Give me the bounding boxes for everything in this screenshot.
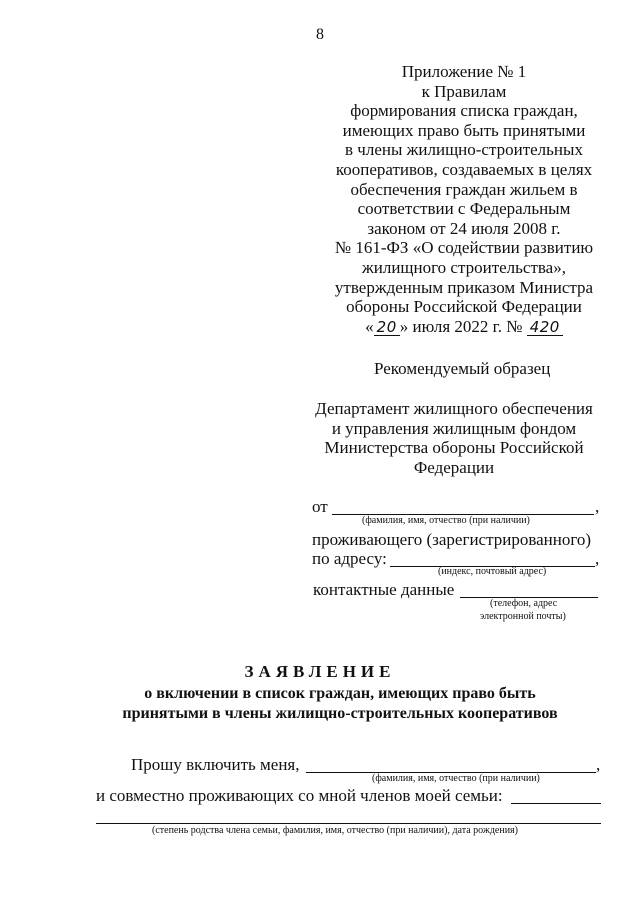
- page-number: 8: [316, 26, 324, 43]
- subtitle-line1: о включении в список граждан, имеющих право быть: [144, 685, 536, 702]
- appendix-line: Приложение № 1: [401, 62, 527, 81]
- department-line: Департамент жилищного обеспечения: [315, 399, 593, 418]
- address-hint: (индекс, почтовый адрес): [438, 566, 547, 577]
- statement-title: ЗАЯВЛЕНИЕ: [244, 662, 396, 681]
- appendix-line: жилищного строительства»,: [362, 257, 566, 277]
- appendix-line: к Правилам: [421, 81, 507, 101]
- request-label: Прошу включить меня,: [131, 755, 300, 774]
- appendix-date-line: [322, 317, 606, 337]
- contacts-label: контактные данные: [313, 580, 455, 599]
- appendix-line: законом от 24 июля 2008 г.: [367, 218, 561, 238]
- appendix-block: [322, 62, 606, 336]
- open-quote: «: [365, 316, 374, 336]
- appendix-line: кооперативов, создаваемых в целях: [335, 159, 593, 179]
- appendix-line: соответствии с Федеральным: [357, 199, 571, 219]
- department-line: и управления жилищным фондом: [331, 418, 577, 438]
- statement-subtitle: [60, 684, 620, 724]
- department-line: Федерации: [413, 457, 495, 477]
- department-block: [306, 399, 602, 477]
- subtitle-line2: принятыми в члены жилищно-строительных кооперативов: [122, 705, 558, 722]
- appendix-line: № 161-ФЗ «О содействии развитию: [334, 238, 594, 258]
- family-field-line[interactable]: [511, 803, 601, 804]
- residing-label: проживающего (зарегистрированного): [312, 530, 592, 549]
- contacts-hint-line1: (телефон, адрес: [490, 598, 558, 609]
- request-comma: ,: [596, 755, 601, 774]
- family-details-line[interactable]: [96, 823, 601, 824]
- family-hint: (степень родства члена семьи, фамилия, имя, отчество (при наличии), дата рождения): [152, 825, 518, 836]
- appendix-line: имеющих право быть принятыми: [342, 120, 586, 140]
- appendix-line: в члены жилищно-строительных: [345, 140, 583, 160]
- address-label: по адресу:: [312, 549, 387, 568]
- appendix-line: утвержденным приказом Министра: [334, 277, 594, 297]
- from-comma: ,: [595, 497, 600, 516]
- date-month-year: » июля 2022 г. №: [399, 316, 523, 336]
- request-hint: (фамилия, имя, отчество (при наличии): [372, 773, 540, 784]
- address-comma: ,: [595, 549, 600, 568]
- department-line: Министерства обороны Российской: [324, 438, 584, 458]
- from-label: от: [312, 497, 328, 516]
- from-hint: (фамилия, имя, отчество (при наличии): [362, 515, 530, 526]
- appendix-line: обороны Российской Федерации: [346, 297, 582, 317]
- appendix-line: формирования списка граждан,: [350, 101, 578, 121]
- handwritten-order-number: 420: [527, 319, 563, 336]
- family-label: и совместно проживающих со мной членов моей семьи:: [96, 786, 503, 805]
- sample-label: Рекомендуемый образец: [374, 359, 551, 378]
- contacts-hint-line2: электронной почты): [480, 611, 566, 622]
- appendix-line: обеспечения граждан жильем в: [350, 179, 578, 199]
- handwritten-day: 20: [374, 319, 400, 336]
